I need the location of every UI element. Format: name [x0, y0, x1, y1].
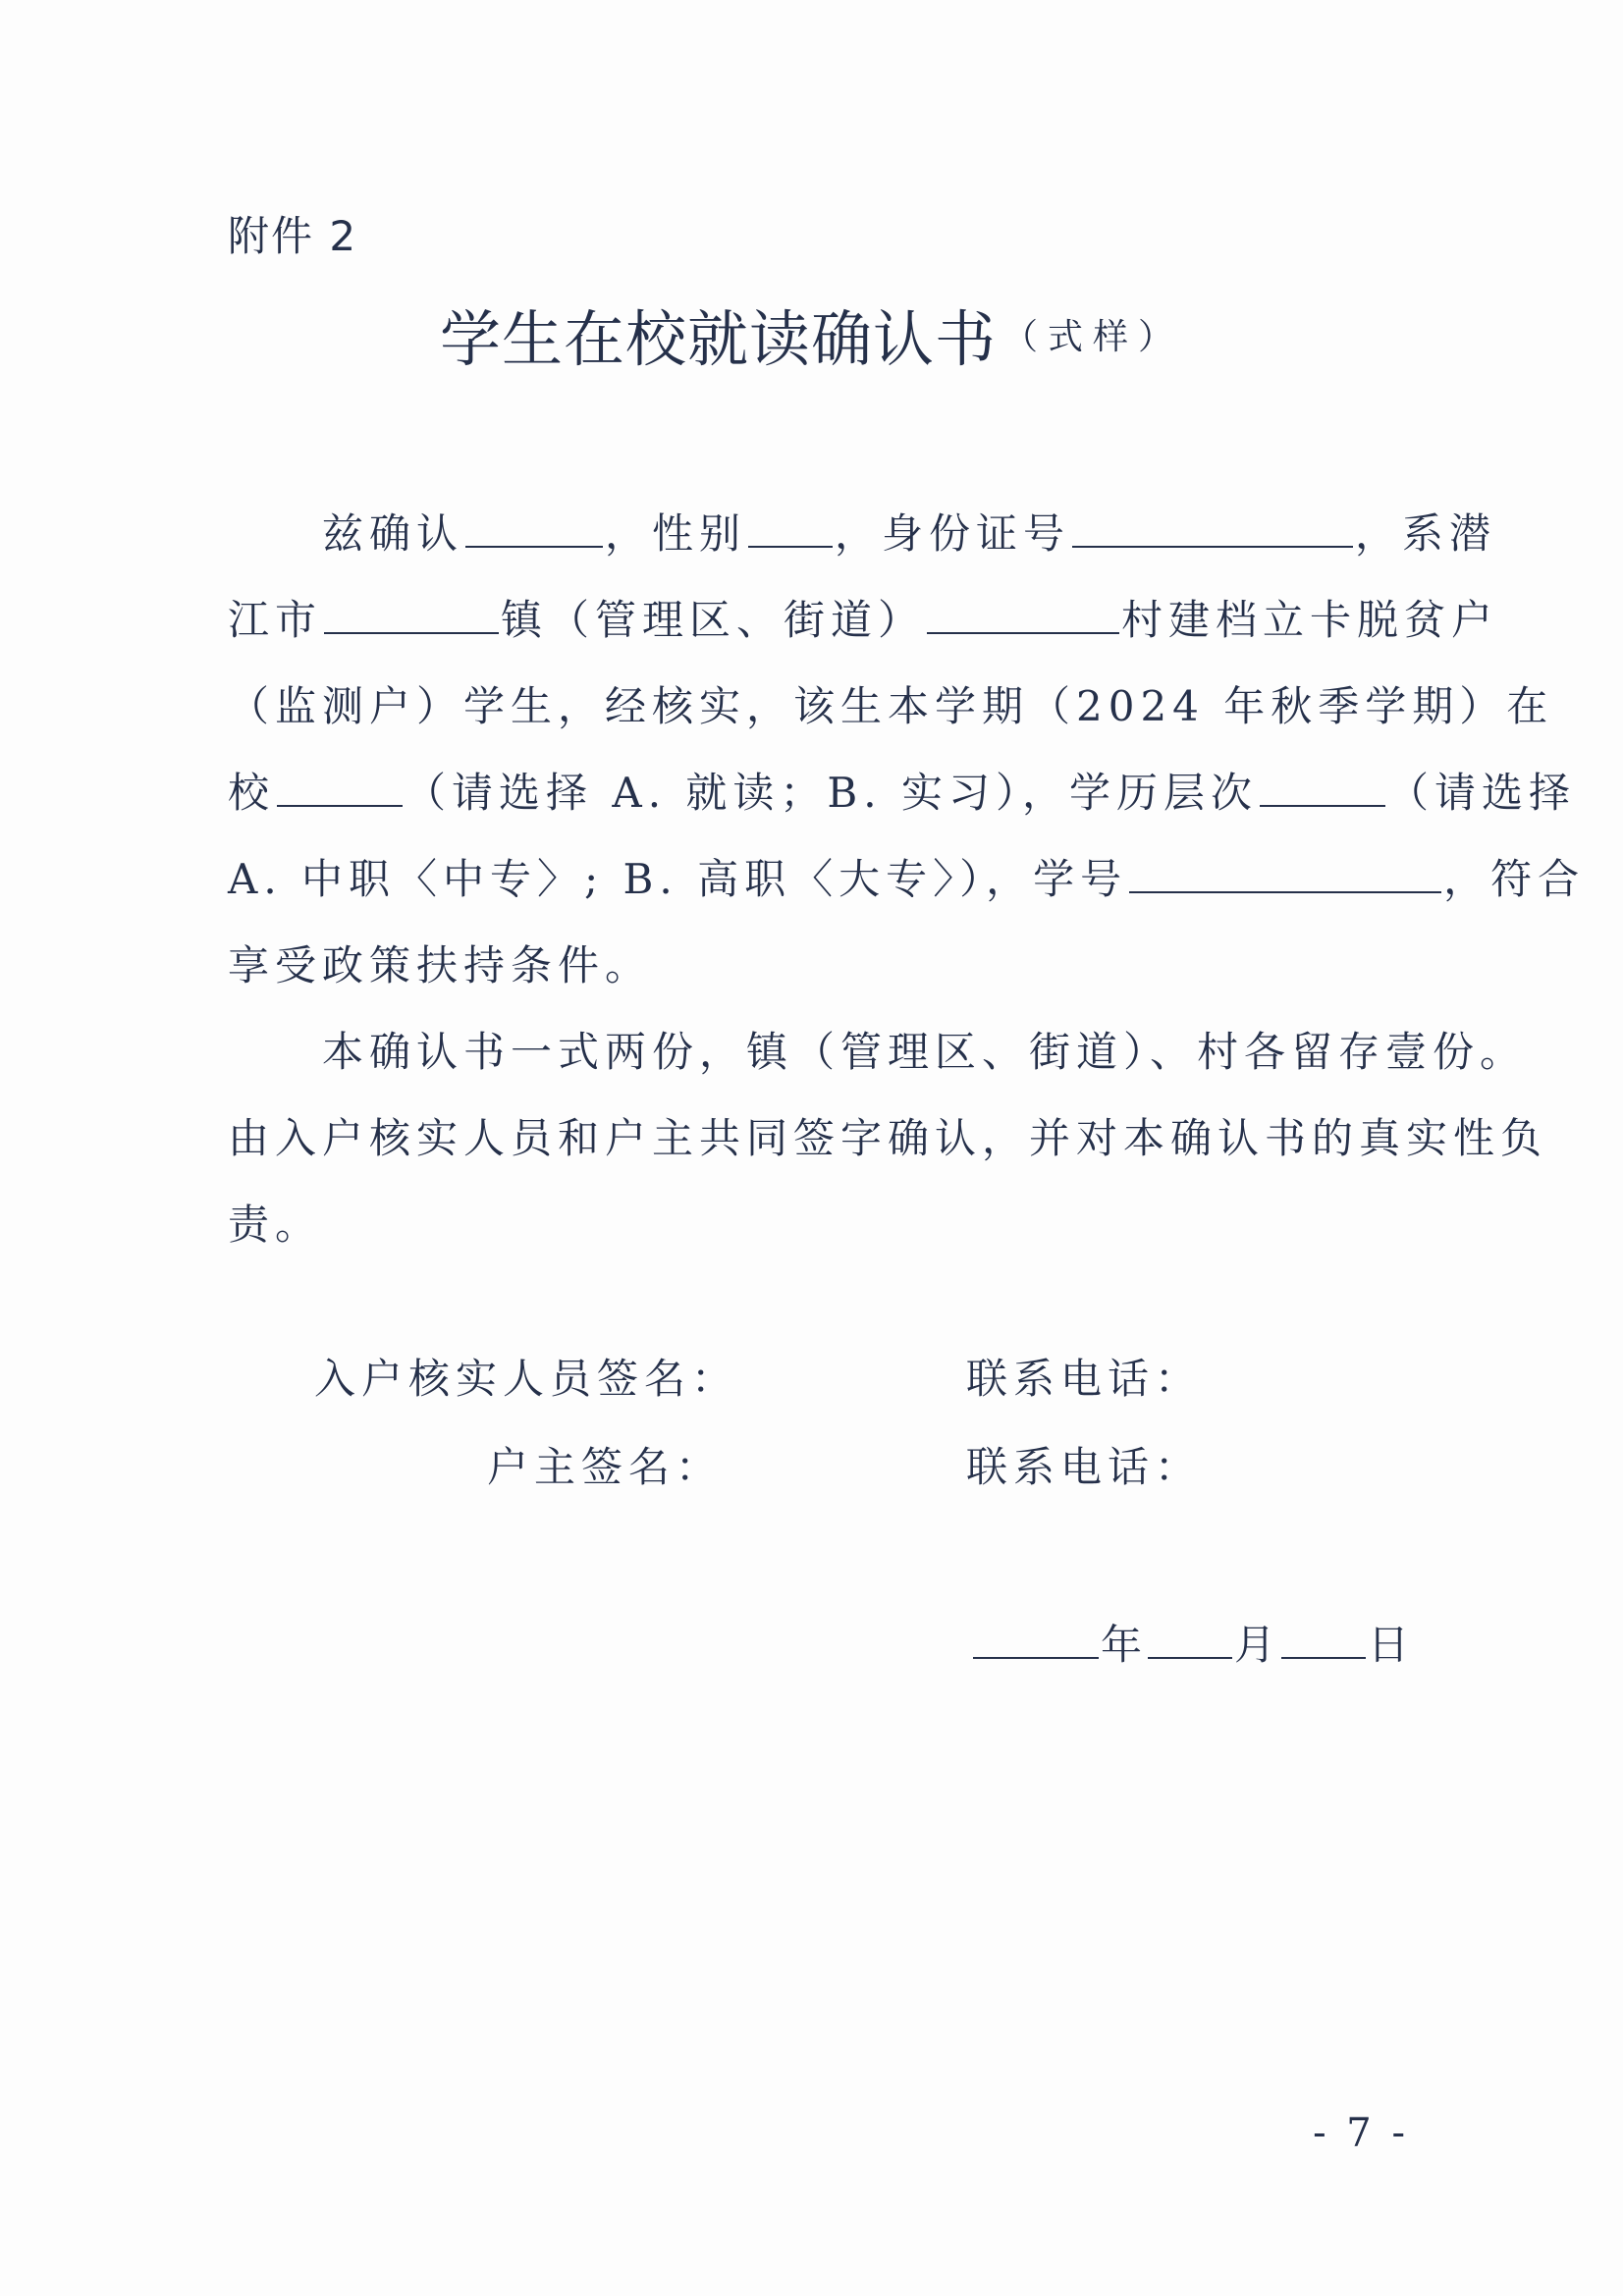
day-field[interactable]	[1281, 1610, 1366, 1659]
paragraph-line: 享受政策扶持条件。	[228, 941, 653, 989]
month-field[interactable]	[1148, 1610, 1232, 1659]
text-segment: A. 中职〈中专〉; B. 高职〈大专〉），学号	[228, 855, 1128, 903]
student-name-field[interactable]	[465, 499, 603, 548]
month-label: 月	[1233, 1621, 1279, 1669]
paragraph-line: 本确认书一式两份，镇（管理区、街道）、村各留存壹份。	[322, 1028, 1528, 1076]
paragraph-line	[228, 577, 1499, 664]
year-label: 年	[1100, 1621, 1146, 1669]
paragraph-line: 责。	[228, 1201, 323, 1249]
paragraph-line: 由入户核实人员和户主共同签字确认，并对本确认书的真实性负	[228, 1114, 1548, 1162]
confirmation-paragraph	[228, 491, 1586, 1009]
year-field[interactable]	[973, 1610, 1099, 1659]
text-segment: 镇（管理区、街道）	[501, 596, 926, 644]
verifier-signature-label: 入户核实人员签名：	[314, 1355, 739, 1403]
document-body	[228, 491, 1586, 1268]
text-segment: 校	[228, 769, 276, 817]
paragraph-line	[228, 836, 1586, 923]
town-field[interactable]	[324, 585, 499, 634]
attachment-label: 附件 2	[228, 212, 358, 260]
school-status-field[interactable]	[277, 758, 403, 807]
id-number-field[interactable]	[1072, 499, 1353, 548]
text-segment: （请选择 A. 就读；B. 实习），学历层次	[405, 769, 1258, 817]
householder-phone-label: 联系电话：	[966, 1443, 1203, 1491]
education-level-field[interactable]	[1260, 758, 1385, 807]
text-segment: ，符合	[1443, 855, 1586, 903]
title-block	[0, 291, 1623, 378]
text-segment: 江市	[228, 596, 323, 644]
verifier-phone-label: 联系电话：	[966, 1355, 1203, 1403]
date-line	[971, 1610, 1413, 1672]
paragraph-line: （监测户）学生，经核实，该生本学期（2024 年秋季学期）在	[228, 682, 1554, 730]
householder-signature-label: 户主签名：	[487, 1443, 724, 1491]
retention-paragraph	[228, 1009, 1548, 1268]
document-title: 学生在校就读确认书	[439, 303, 997, 375]
text-segment: （请选择	[1386, 769, 1576, 817]
text-segment: 村建档立卡脱贫户	[1121, 596, 1499, 644]
village-field[interactable]	[927, 585, 1119, 634]
text-segment: 兹确认	[322, 509, 464, 558]
text-segment: ，身份证号	[835, 509, 1071, 558]
paragraph-line	[228, 750, 1576, 836]
paragraph-line	[228, 491, 1497, 577]
title-note: （式样）	[1002, 317, 1184, 357]
day-label: 日	[1367, 1621, 1413, 1669]
page-number: - 7 -	[1313, 2110, 1409, 2156]
text-segment: ，性别	[605, 509, 747, 558]
text-segment: ，系潜	[1355, 509, 1497, 558]
student-number-field[interactable]	[1129, 844, 1441, 893]
gender-field[interactable]	[748, 499, 833, 548]
